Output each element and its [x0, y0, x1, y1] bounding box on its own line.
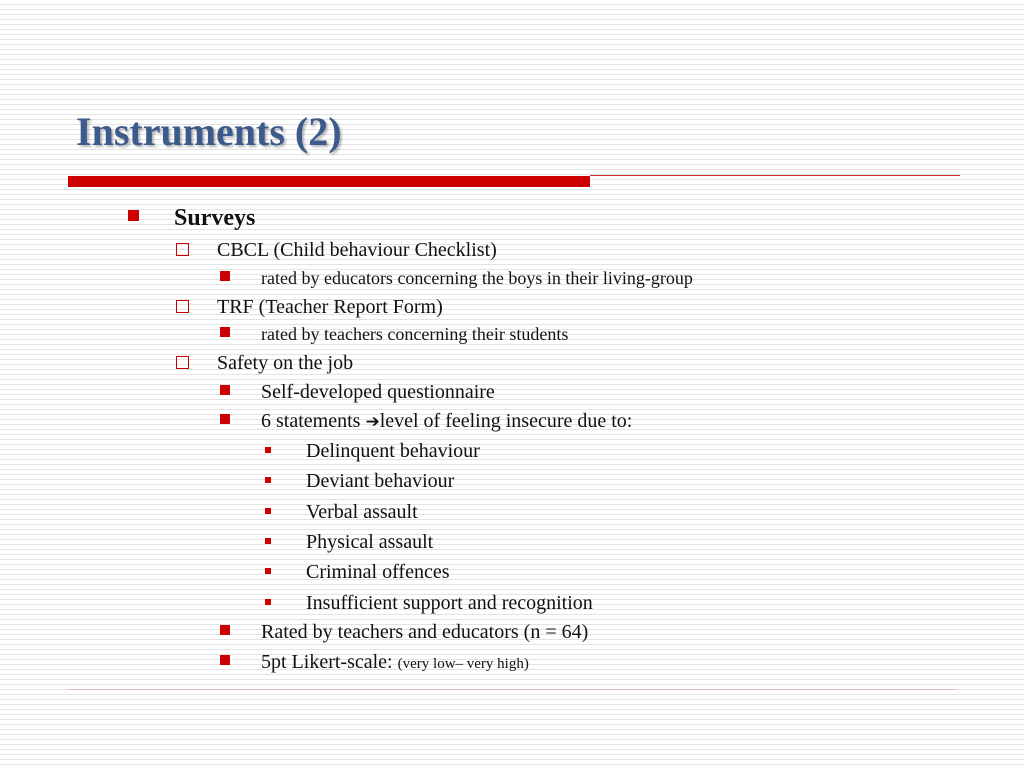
filled-square-bullet-icon [220, 327, 230, 337]
list-item-factor [264, 502, 764, 524]
filled-square-bullet-icon [220, 385, 230, 395]
list-item-factor [264, 471, 764, 493]
item-text: Rated by teachers and educators (n = 64) [261, 621, 589, 643]
item-text: CBCL (Child behaviour Checklist) [217, 239, 497, 261]
list-item-factor [264, 593, 764, 615]
list-item-statements [220, 411, 840, 433]
list-item-trf [176, 297, 676, 319]
list-item-cbcl [176, 240, 676, 262]
list-item-rated-by [220, 622, 820, 644]
hollow-square-bullet-icon [176, 243, 189, 256]
item-text: Criminal offences [306, 561, 450, 583]
small-square-bullet-icon [265, 477, 271, 483]
item-text: Self-developed questionnaire [261, 381, 495, 403]
likert-scale-note: (very low– very high) [397, 656, 529, 672]
bottom-divider [68, 689, 956, 690]
item-text: Physical assault [306, 531, 434, 553]
item-text: Deviant behaviour [306, 470, 455, 492]
item-text: Insufficient support and recognition [306, 592, 593, 614]
right-arrow-icon: ➔ [365, 412, 380, 432]
small-square-bullet-icon [265, 447, 271, 453]
hollow-square-bullet-icon [176, 300, 189, 313]
item-text [261, 652, 529, 672]
small-square-bullet-icon [265, 538, 271, 544]
small-square-bullet-icon [265, 508, 271, 514]
list-item-questionnaire [220, 382, 820, 404]
item-text [261, 411, 632, 431]
item-text: Verbal assault [306, 501, 418, 523]
title-underline-accent [68, 176, 590, 187]
list-item-trf-detail [220, 325, 840, 345]
list-item-likert [220, 652, 820, 674]
title-underline-thin [590, 175, 960, 176]
item-text: rated by educators concerning the boys in their living-group [261, 268, 693, 288]
item-text: TRF (Teacher Report Form) [217, 296, 443, 318]
filled-square-bullet-icon [220, 414, 230, 424]
filled-square-bullet-icon [220, 271, 230, 281]
filled-square-bullet-icon [128, 210, 139, 221]
filled-square-bullet-icon [220, 625, 230, 635]
item-text: rated by teachers concerning their students [261, 324, 569, 344]
hollow-square-bullet-icon [176, 356, 189, 369]
item-text: Delinquent behaviour [306, 440, 480, 462]
filled-square-bullet-icon [220, 655, 230, 665]
list-item-factor [264, 562, 764, 584]
item-text: Safety on the job [217, 352, 354, 374]
list-item-factor [264, 532, 764, 554]
list-item-safety [176, 353, 676, 375]
item-text: Surveys [174, 205, 256, 231]
small-square-bullet-icon [265, 568, 271, 574]
list-item-surveys [128, 206, 528, 232]
list-item-factor [264, 441, 764, 463]
likert-label: 5pt Likert-scale: [261, 651, 398, 673]
statements-suffix: level of feeling insecure due to: [379, 410, 633, 432]
statements-prefix: 6 statements [261, 410, 366, 432]
list-item-cbcl-detail [220, 269, 840, 289]
slide-title: Instruments (2) [76, 109, 342, 154]
small-square-bullet-icon [265, 599, 271, 605]
